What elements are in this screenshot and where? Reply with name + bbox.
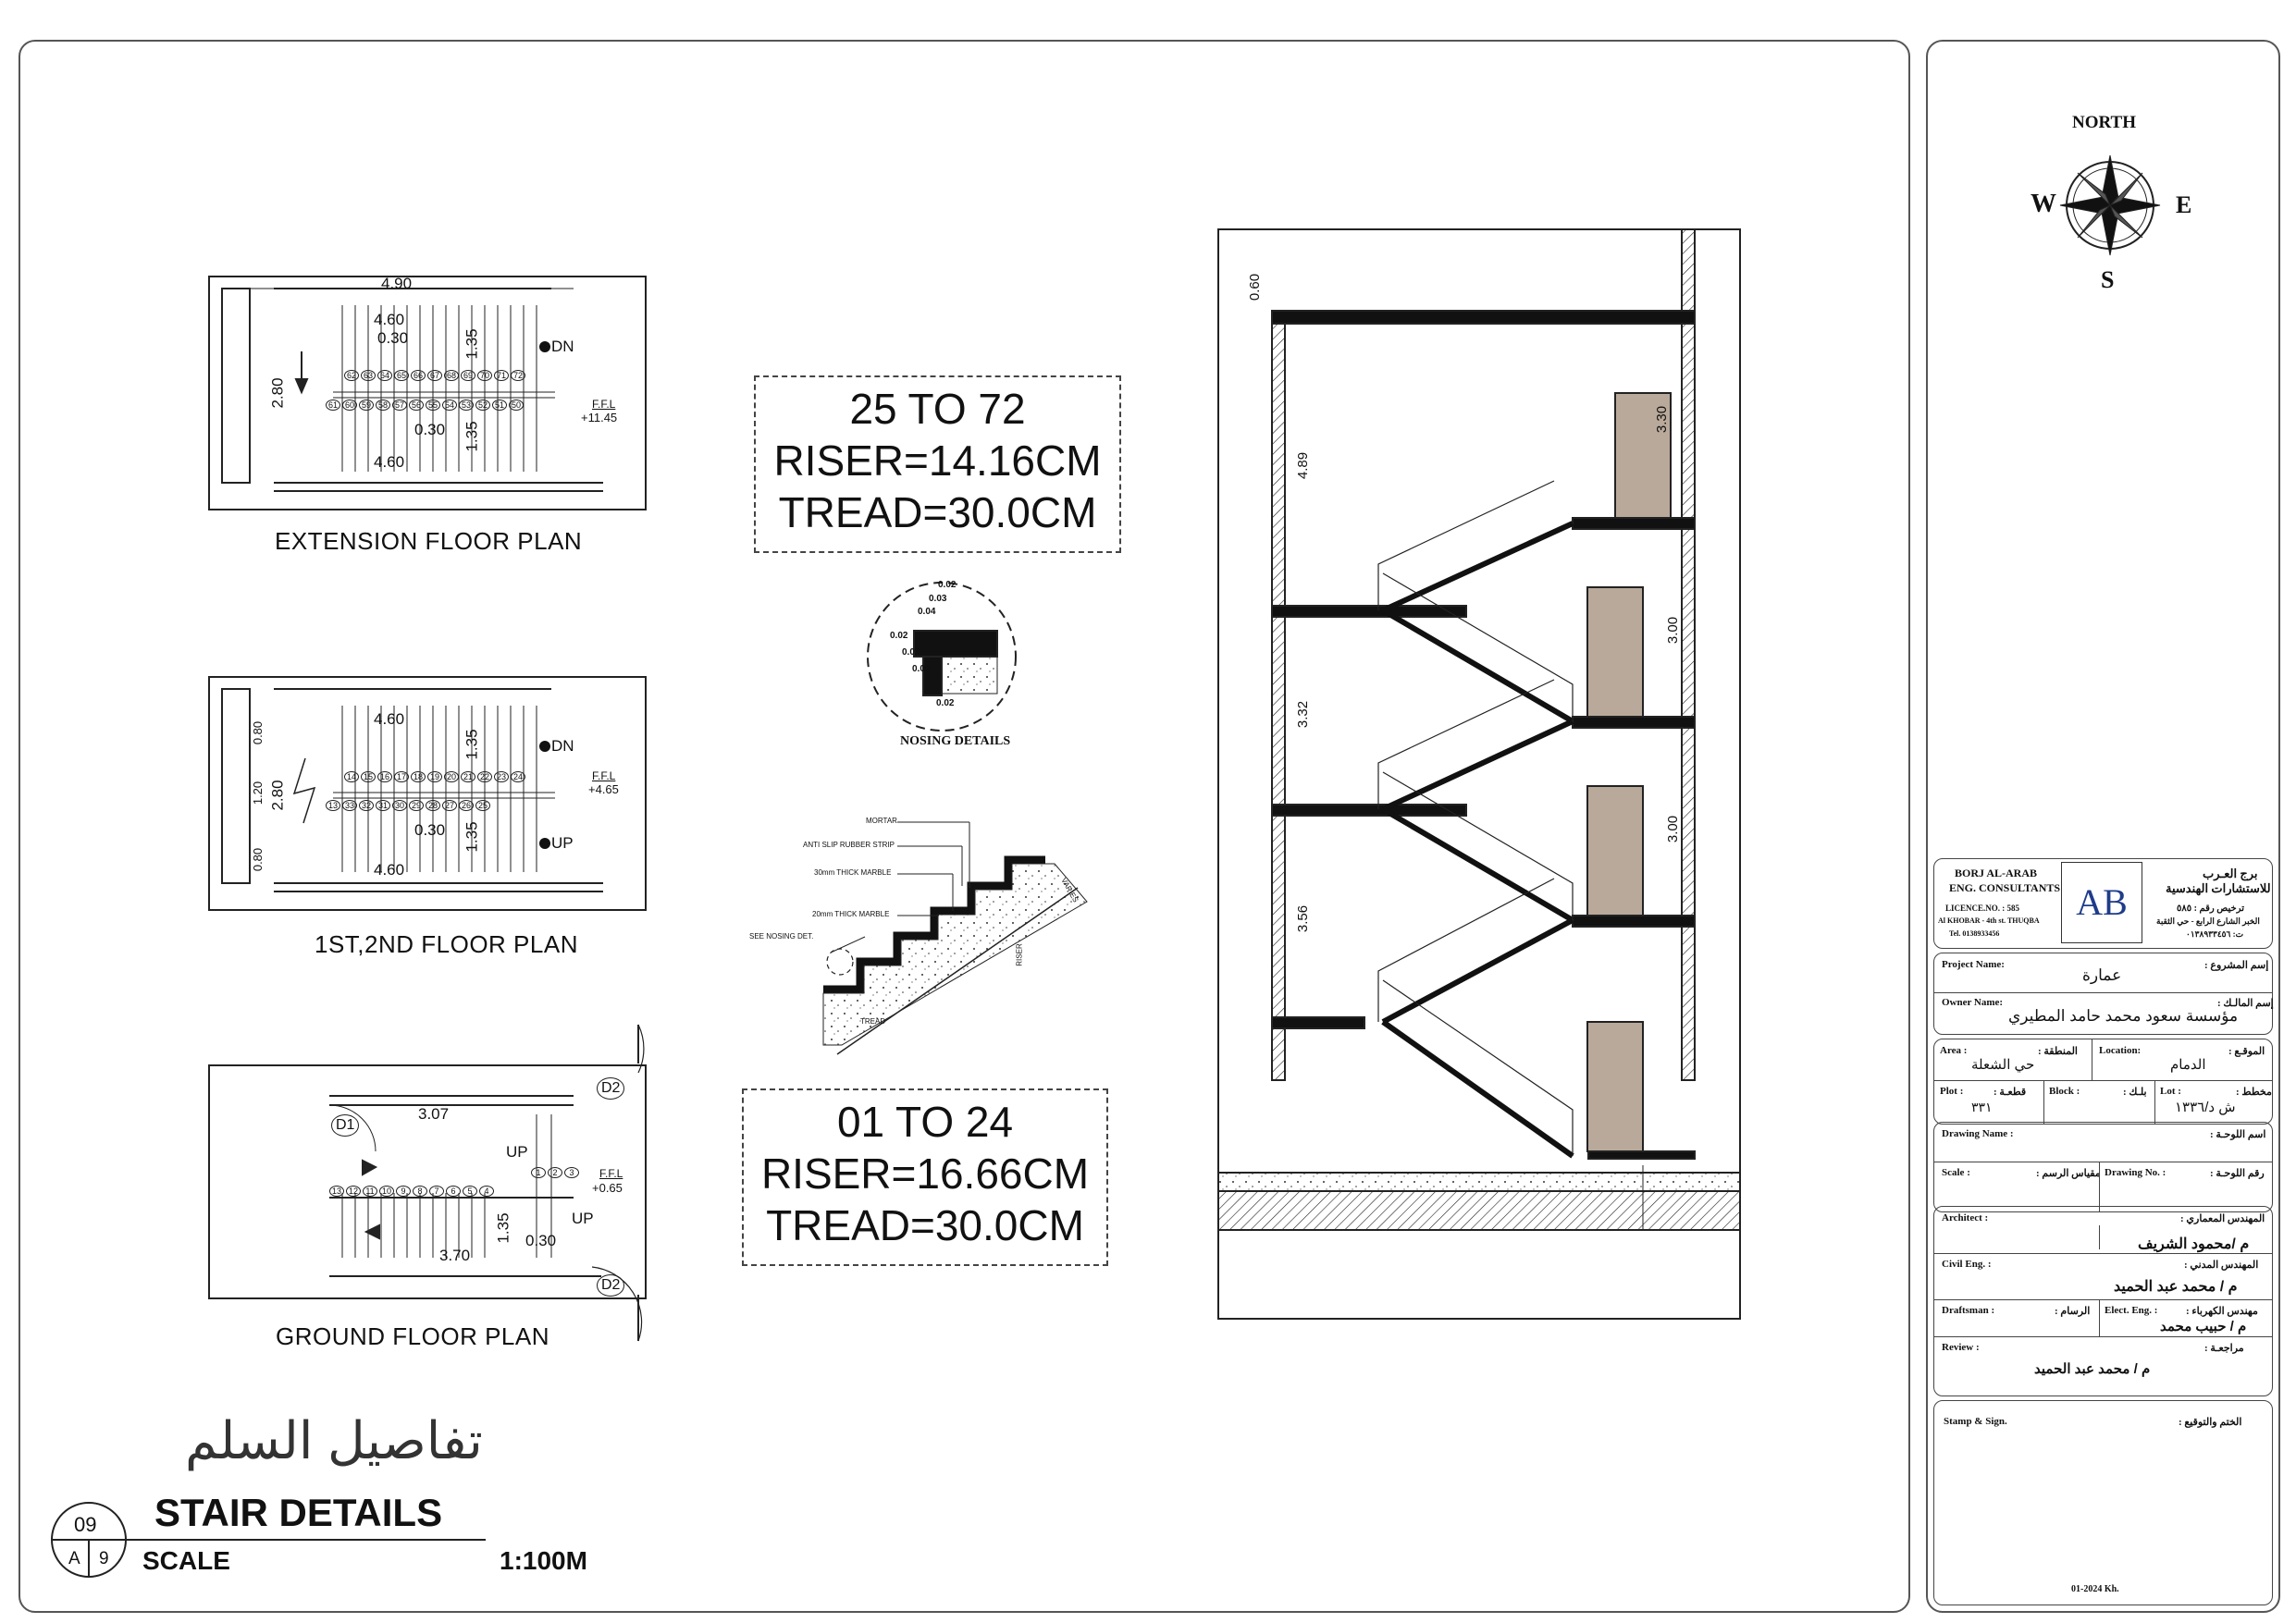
step-number: 26: [459, 800, 474, 811]
gnd-door-d2-bottom: D2: [597, 1274, 624, 1297]
step-number: 2: [548, 1167, 562, 1178]
tb-location: [1933, 1039, 2273, 1125]
step-number: 18: [411, 771, 426, 782]
spec-upper-riser: RISER=14.16CM: [773, 436, 1102, 485]
nosing-dim-7: 0.02: [936, 698, 955, 708]
project-label-ar: إسم المشروع :: [2204, 960, 2269, 971]
company-name-en-1: BORJ AL-ARAB: [1955, 867, 2038, 879]
tb-divider: [1934, 1336, 2272, 1337]
nosing-dim-4: 0.02: [890, 631, 908, 641]
step-number: 23: [494, 771, 509, 782]
gnd-door-d1: D1: [331, 1114, 359, 1137]
step-number: 71: [494, 370, 509, 381]
plot-label: Plot :: [1940, 1086, 1964, 1097]
ext-upper-steps: [344, 370, 525, 381]
typ-dim-flight1: 1.35: [463, 729, 481, 760]
step-number: 9: [396, 1186, 411, 1197]
scale-label-tb: Scale :: [1942, 1167, 1970, 1178]
block-label: Block :: [2049, 1086, 2080, 1097]
location-value: الدمام: [2170, 1057, 2206, 1073]
owner-value: مؤسسة سعود محمد حامد المطيري: [2008, 1007, 2239, 1025]
drawing-name-label-ar: اسم اللوحـة :: [2210, 1129, 2266, 1140]
detail-label-30mm: 30mm THICK MARBLE: [814, 868, 892, 877]
step-number: 61: [326, 400, 340, 411]
step-number: 69: [461, 370, 475, 381]
ext-dim-landing: 0.30: [377, 329, 409, 347]
typ-dn-label: DN: [551, 737, 574, 755]
gnd-top-steps: [531, 1167, 579, 1178]
lot-value: ش د/١٣٣٦: [2175, 1100, 2236, 1115]
step-number: 53: [459, 400, 474, 411]
step-number: 64: [377, 370, 392, 381]
step-number: 17: [394, 771, 409, 782]
typ-dim-side2: 1.20: [251, 781, 265, 805]
step-number: 55: [426, 400, 440, 411]
gnd-ffl-label: F.F.L: [599, 1167, 623, 1180]
ext-dim-height: 2.80: [268, 377, 287, 409]
area-label-ar: المنطقة :: [2038, 1046, 2078, 1057]
step-number: 68: [444, 370, 459, 381]
step-number: 19: [427, 771, 442, 782]
scale-label: SCALE: [142, 1546, 230, 1575]
gnd-ffl-value: +0.65: [592, 1181, 623, 1195]
compass-east: E: [2176, 191, 2192, 218]
step-number: 51: [492, 400, 507, 411]
tb-stamp: [1933, 1400, 2273, 1605]
tb-divider: [1934, 1080, 2272, 1081]
step-number: 31: [376, 800, 390, 811]
step-number: 32: [359, 800, 374, 811]
elect-label-ar: مهندس الكهرباء :: [2186, 1306, 2258, 1317]
tb-project-owner: [1933, 953, 2273, 1035]
typ-dim-side1: 0.80: [251, 720, 265, 745]
section-dim-low: 3.56: [1295, 904, 1312, 933]
nosing-dim-2: 0.03: [929, 594, 947, 604]
plot-label-ar: قطعـة :: [1994, 1087, 2027, 1098]
gnd-door-d2-top: D2: [597, 1077, 624, 1100]
scale-label-ar: مقياس الرسم :: [2036, 1168, 2101, 1179]
typ-ffl-value: +4.65: [588, 782, 619, 796]
detail-dim-riser: RISER: [1015, 943, 1024, 966]
step-number: 28: [426, 800, 440, 811]
building-section-drawing: [1218, 229, 1740, 1319]
typ-upper-steps: [344, 771, 525, 782]
gnd-lower-steps: [329, 1186, 494, 1197]
detail-label-anti-slip: ANTI SLIP RUBBER STRIP: [803, 841, 895, 849]
location-label-ar: الموقـع :: [2228, 1046, 2265, 1057]
revision: 01-2024 Kh.: [2071, 1584, 2119, 1594]
detail-dim-tread: TREAD: [860, 1017, 886, 1026]
step-number: 8: [413, 1186, 427, 1197]
company-tel: Tel. 0138933456: [1949, 929, 2000, 938]
lot-label-ar: مخطط :: [2236, 1087, 2272, 1098]
typ-lower-steps: [326, 800, 490, 811]
typ-ffl-label: F.F.L: [592, 769, 616, 782]
step-number: 63: [361, 370, 376, 381]
gnd-dim-landing: 0.30: [525, 1232, 557, 1249]
tb-divider: [1934, 1299, 2272, 1300]
nosing-dim-3: 0.04: [918, 607, 936, 617]
tb-company: [1933, 858, 2273, 949]
spec-lower-range: 01 TO 24: [836, 1098, 1014, 1146]
civil-label-ar: المهندس المدني :: [2184, 1260, 2259, 1271]
typ-dim-height: 2.80: [268, 780, 287, 811]
step-number: 33: [342, 800, 357, 811]
detail-label-mortar: MORTAR: [866, 817, 897, 825]
step-number: 56: [409, 400, 424, 411]
gnd-dim-top: 3.07: [418, 1105, 450, 1123]
architect-label-ar: المهندس المعماري :: [2180, 1213, 2265, 1224]
review-label: Review :: [1942, 1342, 1980, 1353]
step-number: 22: [477, 771, 492, 782]
company-tel-ar: ت: ٠١٣٨٩٣٣٤٥٦: [2186, 929, 2244, 939]
compass-south: S: [2101, 266, 2115, 293]
stamp-label: Stamp & Sign.: [1944, 1416, 2007, 1427]
company-licence-ar: ترخيص رقم : ٥٨٥: [2177, 904, 2244, 914]
company-logo-mark: AB: [2076, 881, 2128, 923]
company-name-ar-2: للاستشارات الهندسية: [2166, 881, 2271, 895]
ext-dim-bottom: 4.60: [374, 453, 405, 471]
section-dim-top: 0.60: [1247, 273, 1264, 301]
spec-box-upper: [754, 375, 1121, 553]
owner-label: Owner Name:: [1942, 997, 2004, 1008]
ext-dn-label: DN: [551, 338, 574, 355]
typ-dim-bottom: 4.60: [374, 861, 405, 879]
block-label-ar: بلـك :: [2123, 1087, 2147, 1098]
step-number: 21: [461, 771, 475, 782]
company-licence: LICENCE.NO. : 585: [1945, 904, 2020, 913]
owner-label-ar: إسم المالـك :: [2217, 998, 2274, 1009]
detail-dim-slab: VARIES: [1059, 876, 1080, 904]
step-number: 15: [361, 771, 376, 782]
project-value: عمارة: [2082, 966, 2122, 984]
tb-drawing-info: [1933, 1122, 2273, 1212]
nosing-detail-drawing: [868, 583, 1016, 731]
ext-ffl-label: F.F.L: [592, 398, 616, 411]
ext-dn-marker: [539, 341, 550, 352]
typ-dim-top: 4.60: [374, 710, 405, 728]
step-number: 27: [442, 800, 457, 811]
gnd-up-label-1: UP: [506, 1143, 528, 1161]
elect-label: Elect. Eng. :: [2105, 1305, 2158, 1316]
spec-upper-tread: TREAD=30.0CM: [778, 488, 1097, 536]
nosing-dim-1: 0.02: [938, 580, 957, 590]
compass-rose: [2060, 155, 2160, 255]
nosing-dim-5: 0.03: [902, 647, 920, 658]
typ-dn-marker: [539, 741, 550, 752]
civil-value: م / محمد عبد الحميد: [2114, 1279, 2238, 1295]
company-address-ar: الخبر الشارع الرابع - حي الثقبة: [2156, 916, 2260, 926]
ext-dim-flight2: 1.35: [463, 421, 481, 452]
gnd-dim-flight: 1.35: [494, 1212, 512, 1244]
elect-value: م / حبيب محمد: [2160, 1319, 2247, 1334]
lot-label: Lot :: [2160, 1086, 2181, 1097]
architect-value: م /محمود الشريف: [2138, 1236, 2250, 1252]
step-number: 72: [511, 370, 525, 381]
spec-lower-tread: TREAD=30.0CM: [766, 1201, 1084, 1249]
plot-value: ٣٣١: [1971, 1100, 1993, 1114]
typ-up-label: UP: [551, 834, 574, 852]
section-door-mid: 3.00: [1665, 616, 1682, 645]
typ-dim-side3: 0.80: [251, 847, 265, 872]
review-value: م / محمد عبد الحميد: [2034, 1361, 2151, 1377]
step-number: 66: [411, 370, 426, 381]
area-label: Area :: [1940, 1045, 1968, 1056]
step-number: 65: [394, 370, 409, 381]
area-value: حي الشعلة: [1971, 1057, 2035, 1073]
step-number: 24: [511, 771, 525, 782]
drawing-name-label: Drawing Name :: [1942, 1128, 2014, 1139]
step-number: 58: [376, 400, 390, 411]
step-number: 13: [329, 1186, 344, 1197]
ext-ffl-value: +11.45: [581, 411, 618, 424]
scale-value: 1:100M: [500, 1546, 587, 1575]
ext-dim-landing-2: 0.30: [414, 421, 446, 438]
step-number: 60: [342, 400, 357, 411]
step-number: 20: [444, 771, 459, 782]
step-number: 11: [363, 1186, 377, 1197]
sheet-number: 9: [99, 1549, 109, 1568]
step-number: 25: [475, 800, 490, 811]
civil-label: Civil Eng. :: [1942, 1259, 1992, 1270]
stamp-label-ar: الختم والتوقيع :: [2179, 1417, 2242, 1428]
detail-label-nosing: SEE NOSING DET.: [749, 932, 814, 941]
extension-plan-title: EXTENSION FLOOR PLAN: [275, 527, 583, 555]
drawing-title: STAIR DETAILS: [154, 1491, 443, 1534]
step-number: 10: [379, 1186, 394, 1197]
typical-plan-title: 1ST,2ND FLOOR PLAN: [315, 930, 578, 958]
company-address: Al KHOBAR - 4th st. THUQBA: [1938, 916, 2040, 925]
tb-divider: [1934, 1253, 2272, 1254]
step-number: 50: [509, 400, 524, 411]
sheet-letter: A: [68, 1549, 80, 1568]
section-dim-mid: 3.32: [1295, 700, 1312, 729]
step-number: 62: [344, 370, 359, 381]
compass-north: NORTH: [2072, 113, 2137, 132]
compass-west: W: [2031, 190, 2056, 218]
draftsman-label: Draftsman :: [1942, 1305, 1995, 1316]
ground-plan-title: GROUND FLOOR PLAN: [276, 1322, 549, 1350]
draftsman-label-ar: الرسام :: [2055, 1306, 2091, 1317]
step-number: 70: [477, 370, 492, 381]
spec-upper-range: 25 TO 72: [849, 385, 1026, 433]
ground-plan-drawing: [209, 1025, 646, 1341]
tb-divider: [2043, 1080, 2044, 1124]
step-number: 52: [475, 400, 490, 411]
step-number: 5: [463, 1186, 477, 1197]
step-number: 1: [531, 1167, 546, 1178]
step-number: 30: [392, 800, 407, 811]
step-number: 4: [479, 1186, 494, 1197]
tb-divider: [2099, 1225, 2100, 1249]
drawing-no-label-ar: رقم اللوحـة :: [2210, 1168, 2265, 1179]
arabic-title: تفاصيل السلم: [185, 1411, 483, 1469]
tb-engineers: [1933, 1206, 2273, 1396]
tb-divider: [2099, 1162, 2100, 1211]
drawing-number: 09: [74, 1513, 97, 1536]
tb-divider: [2154, 1080, 2155, 1124]
review-label-ar: مراجعـة :: [2204, 1343, 2244, 1354]
location-label: Location:: [2099, 1045, 2142, 1056]
ext-dim-top: 4.60: [374, 311, 405, 328]
step-number: 12: [346, 1186, 361, 1197]
company-name-ar-1: برج العـرب: [2203, 867, 2258, 880]
gnd-up-label-2: UP: [572, 1210, 594, 1227]
tb-divider: [1934, 992, 2272, 993]
spec-box-lower: [742, 1088, 1108, 1266]
tb-divider: [2099, 1299, 2100, 1336]
typ-dim-flight2: 1.35: [463, 821, 481, 853]
section-dim-upper: 4.89: [1295, 451, 1312, 480]
gnd-dim-bottom: 3.70: [439, 1247, 471, 1264]
nosing-dim-6: 0.02: [912, 664, 931, 674]
ext-lower-steps: [326, 400, 524, 411]
section-door-low: 3.00: [1665, 815, 1682, 843]
step-number: 29: [409, 800, 424, 811]
step-number: 14: [344, 771, 359, 782]
step-number: 13: [326, 800, 340, 811]
typ-dim-landing: 0.30: [414, 821, 446, 839]
company-name-en-2: ENG. CONSULTANTS: [1949, 881, 2061, 894]
spec-lower-riser: RISER=16.66CM: [760, 1150, 1090, 1198]
section-door-top: 3.30: [1654, 405, 1671, 434]
project-label: Project Name:: [1942, 959, 2005, 970]
step-number: 3: [564, 1167, 579, 1178]
ext-dim-width: 4.90: [381, 275, 413, 292]
architect-label: Architect :: [1942, 1212, 1989, 1223]
typ-up-marker: [539, 838, 550, 849]
drawing-no-label: Drawing No. :: [2105, 1167, 2166, 1178]
step-number: 54: [442, 400, 457, 411]
step-number: 7: [429, 1186, 444, 1197]
step-number: 16: [377, 771, 392, 782]
step-number: 67: [427, 370, 442, 381]
step-number: 59: [359, 400, 374, 411]
detail-label-20mm: 20mm THICK MARBLE: [812, 910, 890, 918]
company-logo: [2061, 862, 2142, 943]
step-number: 6: [446, 1186, 461, 1197]
step-number: 57: [392, 400, 407, 411]
ext-dim-flight1: 1.35: [463, 328, 481, 360]
nosing-title: NOSING DETAILS: [900, 734, 1011, 748]
